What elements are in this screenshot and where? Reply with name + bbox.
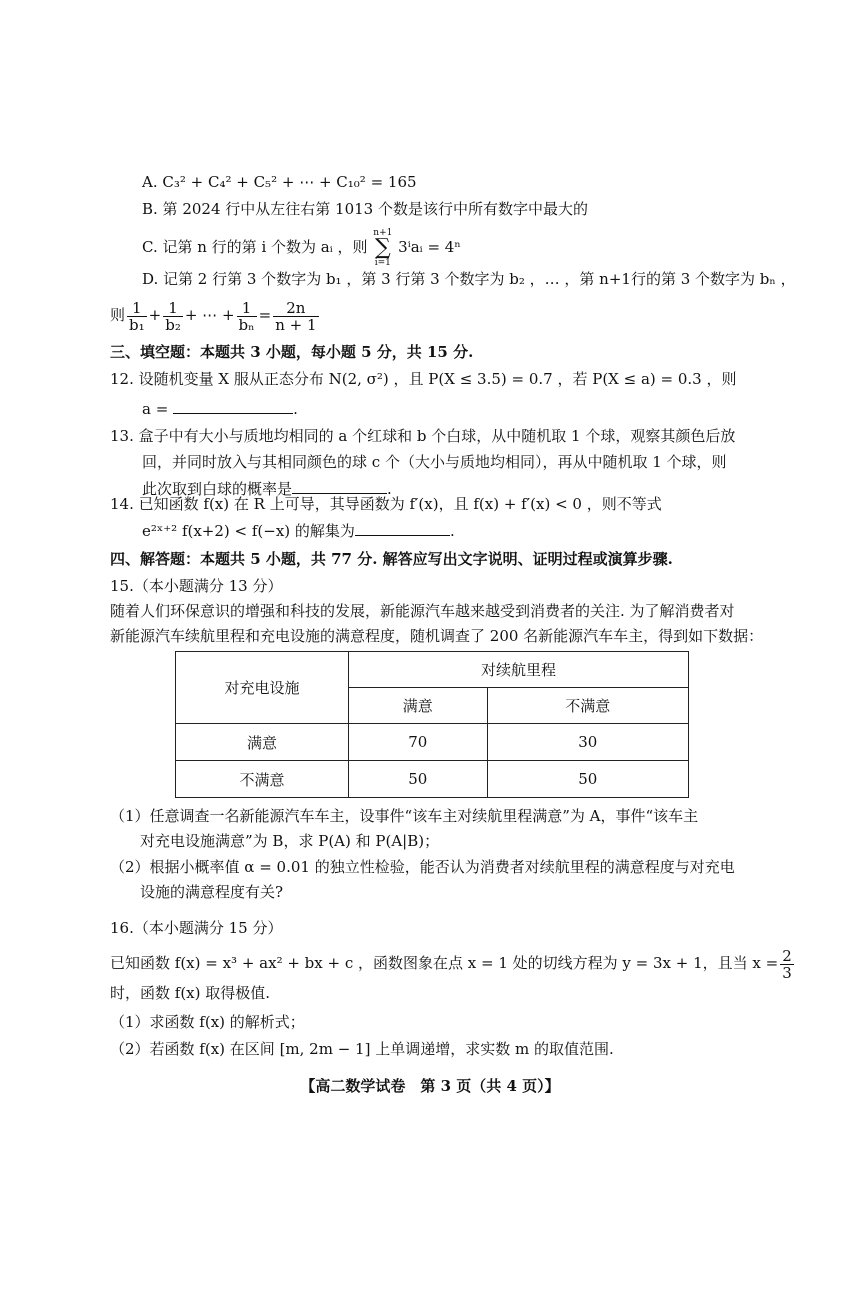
summation-lower: i=1 bbox=[374, 258, 391, 268]
q11-option-b: B. 第 2024 行中从左往右第 1013 个数是该行中所有数字中最大的 bbox=[142, 200, 588, 218]
table-row-label-satisfied: 满意 bbox=[176, 724, 349, 761]
q15-sub1-line1: （1）任意调查一名新能源汽车车主，设事件“该车主对续航里程满意”为 A，事件“该车主 bbox=[110, 807, 699, 825]
q12-answer-label: a = bbox=[142, 400, 169, 418]
section-3-heading: 三、填空题：本题共 3 小题，每小题 5 分，共 15 分. bbox=[110, 343, 474, 361]
q16-line2: 时，函数 f(x) 取得极值. bbox=[110, 984, 271, 1002]
q11-option-c-text: C. 记第 n 行的第 i 个数为 aᵢ ，则 bbox=[142, 238, 368, 256]
fraction-3: $\frac{1}{\text{bₙ}}$ bbox=[238, 298, 255, 334]
q11-option-a: A. C₃² + C₄² + C₅² + ⋯ + C₁₀² = 165 bbox=[142, 173, 417, 191]
q12-line1: 12. 设随机变量 X 服从正态分布 N(2, σ²) ，且 P(X ≤ 3.5) = 0.7 ，若 P(X ≤ a) = 0.3 ，则 bbox=[110, 370, 737, 388]
fraction-1: $\frac{1}{\text{b₁}}$ bbox=[129, 298, 145, 334]
survey-table bbox=[175, 651, 689, 798]
table-cell: 50 bbox=[487, 761, 688, 798]
fraction-2: $\frac{1}{\text{b₂}}$ bbox=[165, 298, 181, 334]
q13-question-text: 此次取到白球的概率是 bbox=[142, 480, 293, 498]
q15-title: 15.（本小题满分 13 分） bbox=[110, 577, 283, 595]
q13-line3: 此次取到白球的概率是 . bbox=[142, 480, 392, 498]
section-4-heading: 四、解答题：本题共 5 小题，共 77 分. 解答应写出文字说明、证明过程或演算步骤. bbox=[110, 550, 673, 568]
q14-line2: e²ˣ⁺² f(x+2) < f(−x) 的解集为 . bbox=[142, 522, 455, 540]
q14-answer-blank bbox=[355, 521, 450, 536]
q11-option-c-expr: 3ⁱaᵢ = 4ⁿ bbox=[398, 238, 461, 256]
table-row-label-unsatisfied: 不满意 bbox=[176, 761, 349, 798]
q16-sub1: （1）求函数 f(x) 的解析式； bbox=[110, 1013, 305, 1031]
table-col-unsatisfied: 不满意 bbox=[487, 688, 688, 724]
table-cell: 50 bbox=[349, 761, 488, 798]
q11-option-d-line2: 则 $\frac{1}{\text{b₁}}$ + $\frac{1}{\text{b₂}}$ + ⋯ + $\frac{1}{\text{bₙ}}$ = $\frac{2n}{n + 1}$ bbox=[110, 298, 317, 334]
table-column-group-header: 对续航里程 bbox=[349, 652, 689, 688]
summation-symbol: n+1 ∑ i=1 bbox=[373, 228, 393, 268]
q16-title: 16.（本小题满分 15 分） bbox=[110, 919, 283, 937]
table-corner-header: 对充电设施 bbox=[176, 652, 349, 724]
d2-prefix: 则 bbox=[110, 306, 126, 324]
q16-sub2: （2）若函数 f(x) 在区间 [m, 2m − 1] 上单调递增，求实数 m 的取值范围. bbox=[110, 1040, 614, 1058]
q11-option-c bbox=[142, 228, 461, 268]
q13-line2: 回，并同时放入与其相同颜色的球 c 个（大小与质地均相同），再从中随机取 1 个球，则 bbox=[142, 453, 727, 471]
q13-answer-blank bbox=[292, 479, 387, 494]
table-col-satisfied: 满意 bbox=[349, 688, 488, 724]
q14-line1: 14. 已知函数 f(x) 在 R 上可导，其导函数为 f′(x)，且 f(x) + f′(x) < 0 ，则不等式 bbox=[110, 495, 662, 513]
q12-line2: a = . bbox=[142, 400, 298, 418]
q15-paragraph-2: 新能源汽车续航里程和充电设施的满意程度，随机调查了 200 名新能源汽车车主，得到如下数据： bbox=[110, 627, 764, 645]
q15-sub2-line2: 设施的满意程度有关? bbox=[140, 883, 284, 901]
q15-sub2-line1: （2）根据小概率值 α = 0.01 的独立性检验，能否认为消费者对续航里程的满意程度与对充电 bbox=[110, 858, 735, 876]
q16-line1 bbox=[110, 943, 796, 983]
fraction-4: $\frac{2n}{n + 1}$ bbox=[275, 298, 317, 334]
q12-answer-blank bbox=[173, 399, 293, 414]
q11-option-d: D. 记第 2 行第 3 个数字为 b₁ ，第 3 行第 3 个数字为 b₂ ，… ，第 n+1行的第 3 个数字为 bₙ ， bbox=[142, 270, 796, 288]
q16-line1-text: 已知函数 f(x) = x³ + ax² + bx + c ，函数图象在点 x = 1 处的切线方程为 y = 3x + 1，且当 x = bbox=[110, 954, 779, 972]
q14-question-text: e²ˣ⁺² f(x+2) < f(−x) 的解集为 bbox=[142, 522, 355, 540]
q15-sub1-line2: 对充电设施满意”为 B，求 P(A) 和 P(A|B)； bbox=[140, 832, 440, 850]
page-footer: 【高二数学试卷 第 3 页（共 4 页）】 bbox=[300, 1077, 560, 1095]
summation-upper: n+1 bbox=[373, 228, 393, 238]
table-cell: 70 bbox=[349, 724, 488, 761]
q13-line1: 13. 盒子中有大小与质地均相同的 a 个红球和 b 个白球，从中随机取 1 个球，观察其颜色后放 bbox=[110, 427, 736, 445]
q15-paragraph-1: 随着人们环保意识的增强和科技的发展，新能源汽车越来越受到消费者的关注. 为了解消费者对 bbox=[110, 602, 735, 620]
d2-ellipsis: + ⋯ + bbox=[184, 306, 235, 324]
table-cell: 30 bbox=[487, 724, 688, 761]
q16-fraction: $\frac{2}{3}$ bbox=[782, 946, 792, 982]
